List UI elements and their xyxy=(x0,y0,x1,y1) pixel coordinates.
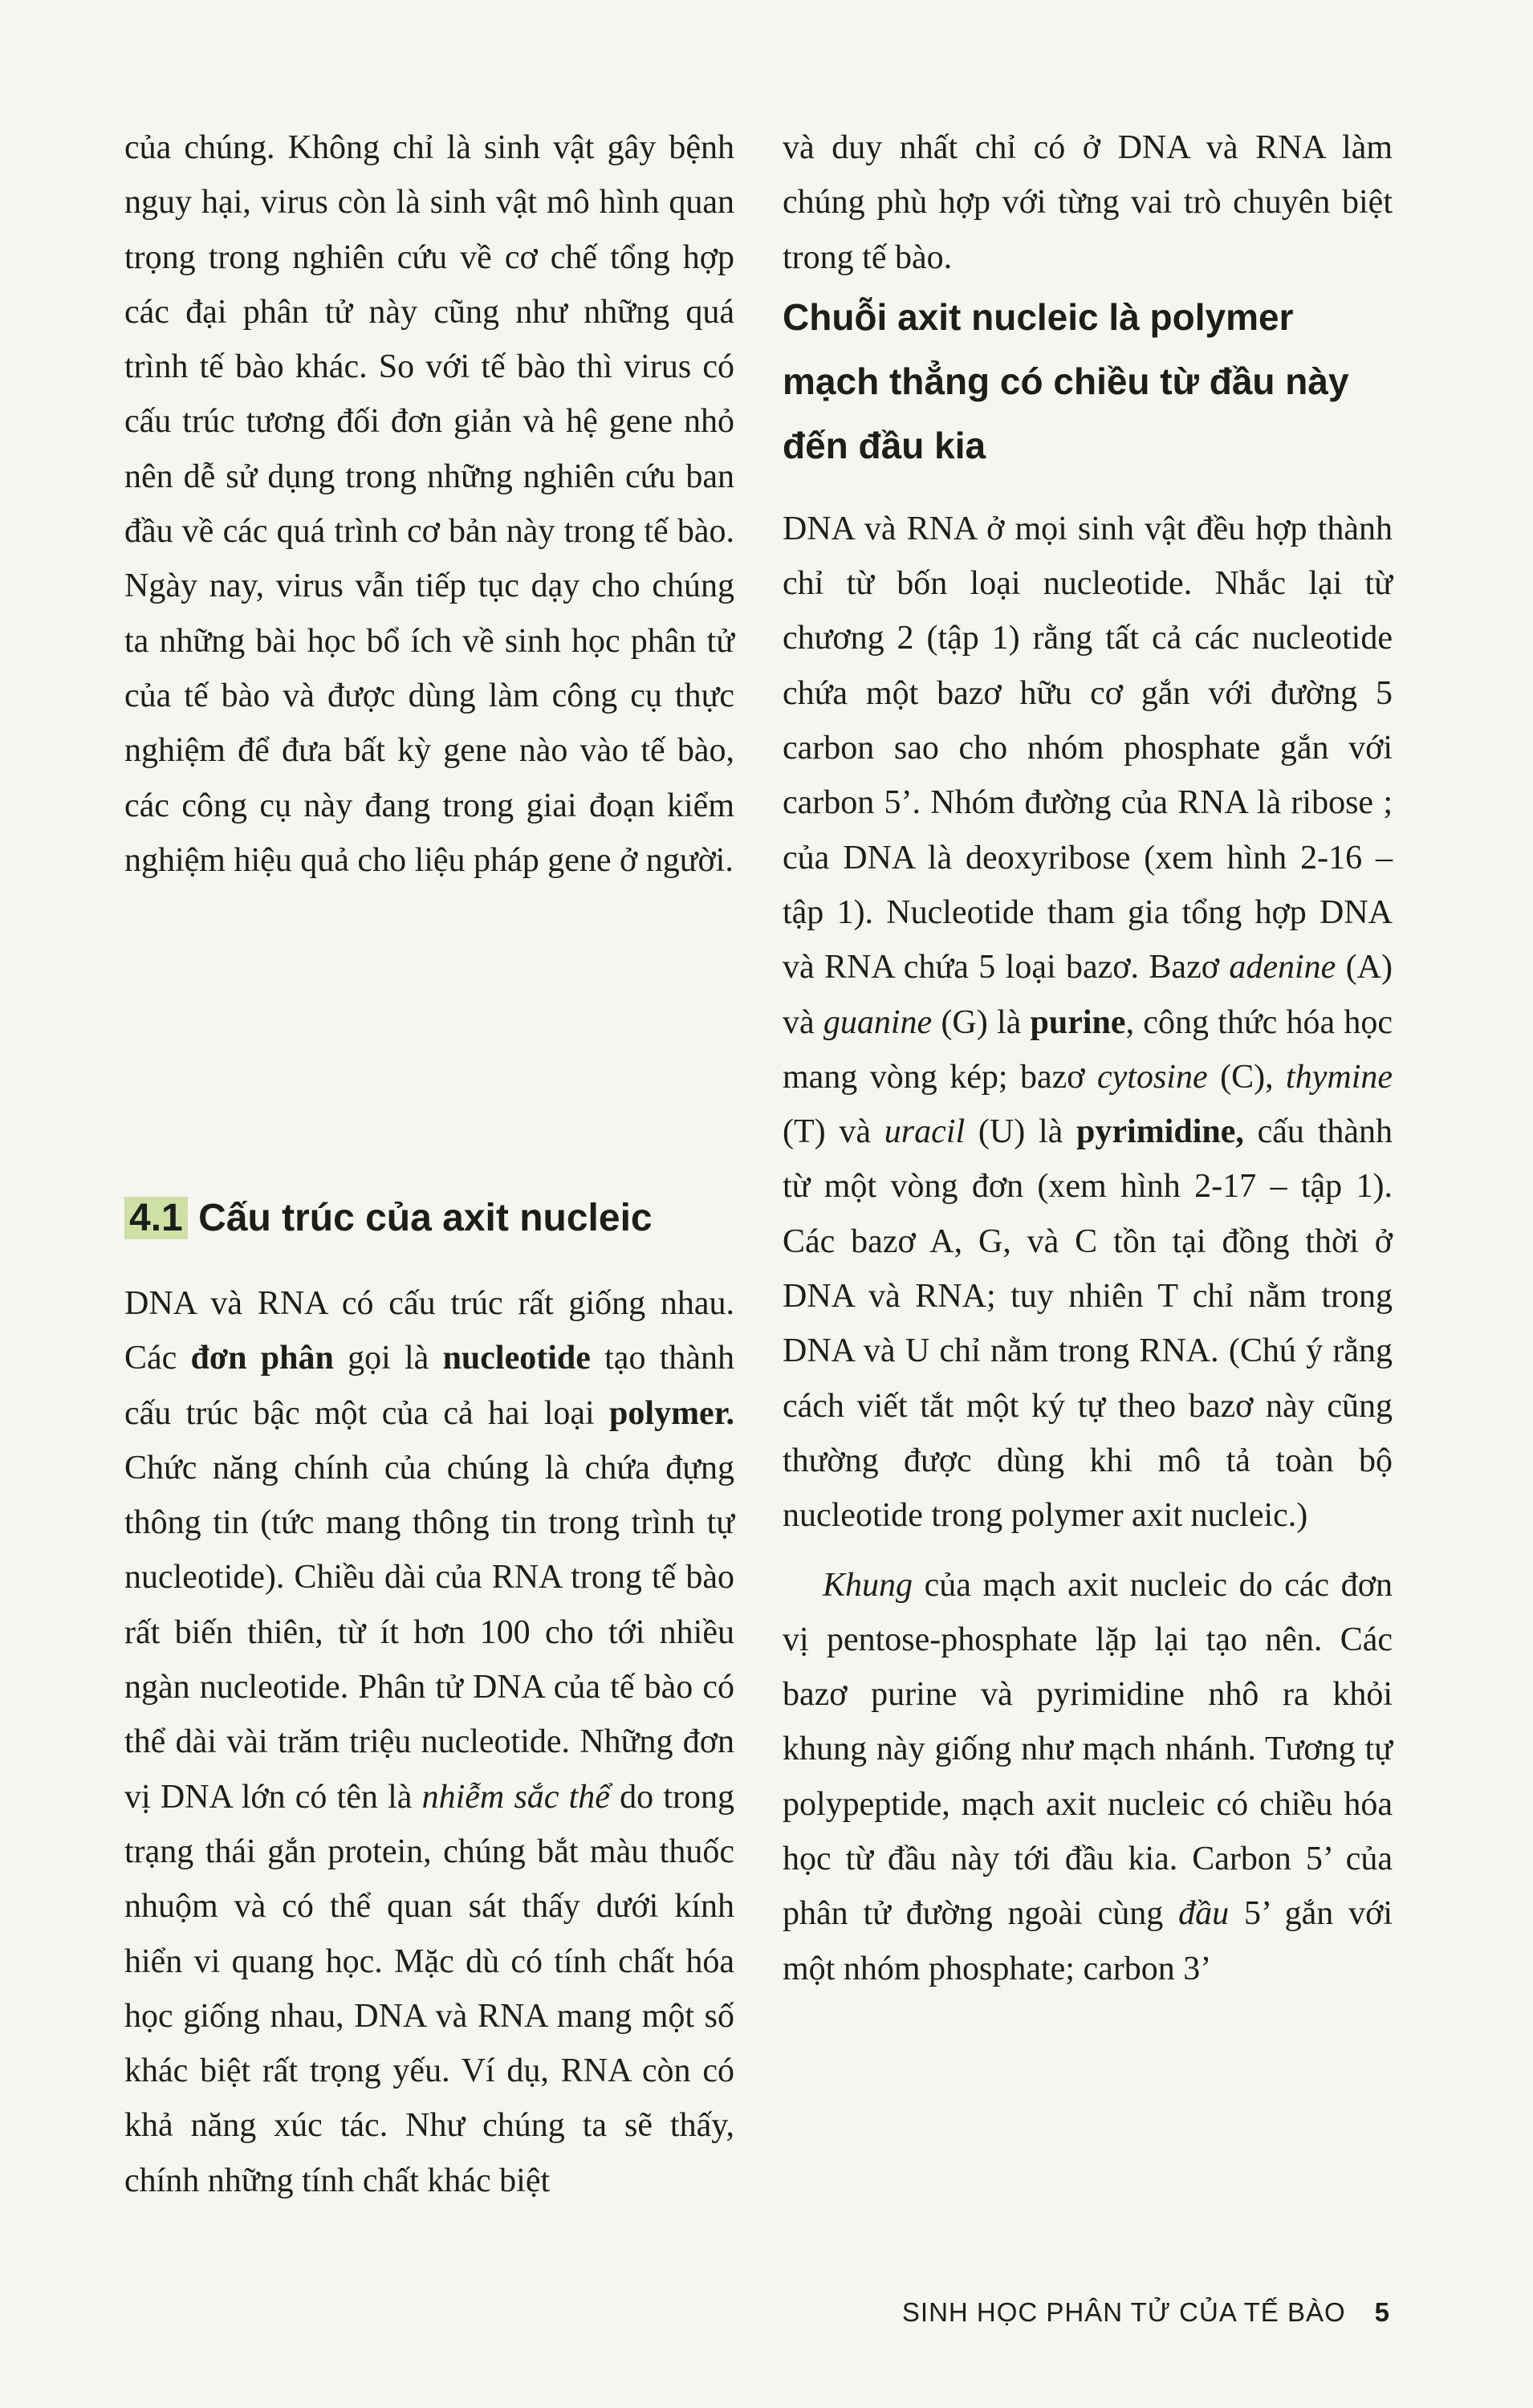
term-nucleotide: nucleotide xyxy=(442,1340,591,1377)
term-pyrimidine: pyrimidine, xyxy=(1076,1113,1244,1151)
text-run: (G) là xyxy=(932,1003,1031,1041)
text-run: , công thức hóa học mang vòng kép; bazơ xyxy=(783,1003,1393,1096)
text-run: Chức năng chính của chúng là chứa đựng thông tin (tức mang thông tin trong trình tự nucleotide). Chiều dài của RNA trong tế bào rất biến thiên, từ ít hơn 100 cho tới nhiều ngàn nucleotide. Phân tử DNA của tế bào có thể dài vài trăm triệu nucleotide. Những đơn vị DNA lớn có tên là xyxy=(124,1449,734,1816)
text-run: (A) và xyxy=(783,949,1393,1041)
text-run: DNA và RNA ở mọi sinh vật đều hợp thành chỉ từ bốn loại nucleotide. Nhắc lại từ chương 2 (tập 1) rằng tất cả các nucleotide chứa một bazơ hữu cơ gắn với đường 5 carbon sao cho nhóm phosphate gắn với carbon 5’. Nhóm đường của RNA là ribose ; của DNA là deoxyribose (xem hình 2-16 – tập 1). Nucleotide tham gia tổng hợp DNA và RNA chứa 5 loại bazơ. Bazơ xyxy=(783,510,1393,986)
left-paragraph-1: của chúng. Không chỉ là sinh vật gây bệnh nguy hại, virus còn là sinh vật mô hình quan trọng trong nghiên cứu về cơ chế tổng hợp các đại phân tử này cũng như những quá trình tế bào khác. So với tế bào thì virus có cấu trúc tương đối đơn giản và hệ gene nhỏ nên dễ sử dụng trong những nghiên cứu ban đầu về các quá trình cơ bản này trong tế bào. Ngày nay, virus vẫn tiếp tục dạy cho chúng ta những bài học bổ ích về sinh học phân tử của tế bào và được dùng làm công cụ thực nghiệm để đưa bất kỳ gene nào vào tế bào, các công cụ này đang trong giai đoạn kiểm nghiệm hiệu quả cho liệu pháp gene ở người. xyxy=(124,129,734,879)
text-run: gọi là xyxy=(333,1340,443,1377)
text-run: (C), xyxy=(1207,1058,1287,1096)
running-title: SINH HỌC PHÂN TỬ CỦA TẾ BÀO xyxy=(901,2297,1346,2327)
left-column xyxy=(124,120,734,2199)
right-paragraph-2 xyxy=(783,502,1393,1544)
subsection-title: Chuỗi axit nucleic là polymer mạch thẳng có chiều từ đầu này đến đầu kia xyxy=(783,295,1349,466)
text-run: của mạch axit nucleic do các đơn vị pentose-phosphate lặp lại tạo nên. Các bazơ purine và pyrimidine nhô ra khỏi khung này giống như mạch nhánh. Tương tự polypeptide, mạch axit nucleic có chiều hóa học từ đầu này tới đầu kia. Carbon 5’ của phân tử đường ngoài cùng xyxy=(783,1566,1393,1933)
section-number: 4.1 xyxy=(124,1197,188,1239)
term-purine: purine xyxy=(1030,1003,1126,1041)
text-run: 5’ gắn với một nhóm phosphate; carbon 3’ xyxy=(783,1895,1393,1987)
right-paragraph-3 xyxy=(783,1558,1393,1996)
section-title: Cấu trúc của axit nucleic xyxy=(198,1197,653,1239)
term-adenine: adenine xyxy=(1229,949,1336,986)
left-paragraph-2 xyxy=(124,1276,734,2208)
term-polymer: polymer. xyxy=(609,1394,734,1432)
term-nhiem-sac-the: nhiễm sắc thể xyxy=(421,1778,610,1816)
text-run: cấu thành từ một vòng đơn (xem hình 2-17 – tập 1). Các bazơ A, G, và C tồn tại đồng thời ở DNA và RNA; tuy nhiên T chỉ nằm trong DNA và U chỉ nằm trong RNA. (Chú ý rằng cách viết tắt một ký tự theo bazơ này cũng thường được dùng khi mô tả toàn bộ nucleotide trong polymer axit nucleic.) xyxy=(783,1113,1393,1535)
term-cytosine: cytosine xyxy=(1097,1058,1208,1096)
text-run: DNA và RNA có cấu trúc rất giống nhau. Các xyxy=(124,1285,734,1377)
section-heading xyxy=(124,1196,734,1240)
page-number: 5 xyxy=(1374,2297,1390,2327)
term-thymine: thymine xyxy=(1286,1058,1393,1096)
right-paragraph-1: và duy nhất chỉ có ở DNA và RNA làm chúng phù hợp với từng vai trò chuyên biệt trong tế bào. xyxy=(783,129,1393,276)
text-run: (T) và xyxy=(783,1113,884,1151)
term-khung: Khung xyxy=(823,1566,913,1604)
term-dau: đầu xyxy=(1178,1895,1230,1933)
left-section-body xyxy=(124,1276,734,2208)
term-uracil: uracil xyxy=(884,1113,966,1151)
right-column xyxy=(783,120,1393,1996)
text-run: tạo thành cấu trúc bậc một của cả hai loại xyxy=(124,1340,734,1432)
term-guanine: guanine xyxy=(823,1003,933,1041)
text-run: (U) là xyxy=(965,1113,1077,1151)
term-don-phan: đơn phân xyxy=(190,1340,334,1377)
text-run: do trong trạng thái gắn protein, chúng bắt màu thuốc nhuộm và có thể quan sát thấy dưới kính hiển vi quang học. Mặc dù có tính chất hóa học giống nhau, DNA và RNA mang một số khác biệt rất trọng yếu. Ví dụ, RNA còn có khả năng xúc tác. Như chúng ta sẽ thấy, chính những tính chất khác biệt xyxy=(124,1778,734,2199)
page-footer xyxy=(902,2297,1390,2328)
